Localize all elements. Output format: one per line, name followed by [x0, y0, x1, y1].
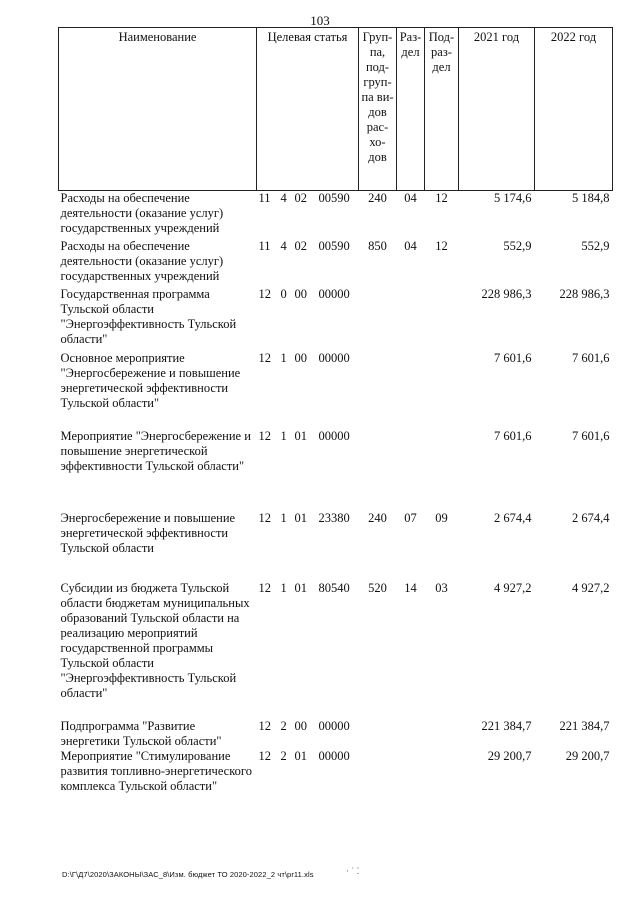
row-2021: 7 601,6: [494, 350, 532, 365]
target-article-part: 1: [280, 580, 287, 595]
row-group: 520: [368, 580, 387, 595]
row-section: 14: [404, 580, 417, 595]
row-group: [359, 719, 397, 749]
row-group: [359, 351, 397, 429]
target-article-part: 1: [280, 510, 287, 525]
table-row: [59, 511, 613, 581]
row-target-article: [257, 511, 359, 581]
row-target-article: [257, 581, 359, 719]
target-article-part: 00000: [318, 286, 350, 301]
target-article-part: 00: [294, 286, 307, 301]
target-article-part: 11: [258, 238, 271, 253]
table-row: [59, 191, 613, 239]
row-section: [397, 287, 425, 351]
target-article-part: 2: [280, 718, 287, 733]
row-2021: 5 174,6: [494, 191, 532, 205]
row-subsection: 09: [435, 510, 448, 525]
row-2022: 2 674,4: [572, 510, 610, 525]
row-subsection: [425, 429, 459, 511]
target-article-part: 80540: [318, 580, 350, 595]
target-article-part: 00000: [318, 350, 350, 365]
row-target-article: [257, 239, 359, 287]
row-subsection: [425, 351, 459, 429]
budget-table: [58, 27, 613, 819]
row-section: [397, 719, 425, 749]
row-target-article: [257, 191, 359, 239]
table-body: [59, 191, 613, 819]
row-target-article: [257, 719, 359, 749]
header-target: Целевая статья: [257, 28, 359, 191]
table-row: [59, 351, 613, 429]
row-name: Мероприятие "Энергосбережение и повышение энергетической эффективности Тульской области": [60, 428, 251, 473]
target-article-part: 00000: [318, 718, 350, 733]
row-2022: 552,9: [581, 238, 610, 253]
row-name: Энергосбережение и повышение энергетической эффективности Тульской области: [60, 510, 236, 555]
row-subsection: [425, 287, 459, 351]
row-name: Субсидии из бюджета Тульской области бюджетам муниципальных образований Тульской области на реализацию мероприятий государственной программы Тульской области "Энергоэффективность Тульской области": [60, 580, 250, 700]
target-article-part: 4: [280, 238, 287, 253]
table-row: [59, 719, 613, 749]
row-section: 04: [404, 238, 417, 253]
row-name: Государственная программа Тульской области "Энергоэффективность Тульской области": [60, 286, 237, 346]
table-row: [59, 749, 613, 819]
row-subsection: 12: [435, 191, 448, 205]
target-article-part: 12: [258, 510, 271, 525]
header-section: Раз-дел: [397, 28, 425, 191]
scan-artifact: · ˙ ⁚: [346, 866, 360, 876]
target-article-part: 12: [258, 350, 271, 365]
header-2021: 2021 год: [459, 28, 535, 191]
target-article-part: 12: [258, 286, 271, 301]
row-2021: 7 601,6: [494, 428, 532, 443]
row-section: [397, 429, 425, 511]
target-article-part: 12: [258, 580, 271, 595]
row-2021: 4 927,2: [494, 580, 532, 595]
row-section: 07: [404, 510, 417, 525]
target-article-part: 1: [280, 350, 287, 365]
row-group: [359, 287, 397, 351]
row-2021: 221 384,7: [481, 718, 532, 733]
target-article-part: 23380: [318, 510, 350, 525]
target-article-part: 00590: [318, 238, 350, 253]
header-name: Наименование: [59, 28, 257, 191]
row-2022: 7 601,6: [572, 350, 610, 365]
row-subsection: 03: [435, 580, 448, 595]
target-article-part: 00: [294, 718, 307, 733]
row-2021: 29 200,7: [487, 748, 532, 763]
target-article-part: 12: [258, 718, 271, 733]
row-2021: 228 986,3: [481, 286, 532, 301]
target-article-part: 02: [294, 191, 307, 205]
target-article-part: 11: [258, 191, 271, 205]
row-name: Основное мероприятие "Энергосбережение и повышение энергетической эффективности Тульской области": [60, 350, 241, 410]
target-article-part: 01: [294, 428, 307, 443]
row-subsection: [425, 749, 459, 819]
row-target-article: [257, 287, 359, 351]
target-article-part: 00000: [318, 748, 350, 763]
row-group: [359, 749, 397, 819]
table-row: [59, 429, 613, 511]
target-article-part: 1: [280, 428, 287, 443]
row-group: 240: [368, 510, 387, 525]
row-2021: 2 674,4: [494, 510, 532, 525]
row-2022: 4 927,2: [572, 580, 610, 595]
row-subsection: 12: [435, 238, 448, 253]
row-subsection: [425, 719, 459, 749]
row-group: [359, 429, 397, 511]
target-article-part: 12: [258, 428, 271, 443]
table-row: [59, 581, 613, 719]
row-group: 240: [368, 191, 387, 205]
target-article-part: 12: [258, 748, 271, 763]
row-name: Подпрограмма "Развитие энергетики Тульской области": [60, 718, 222, 748]
row-target-article: [257, 429, 359, 511]
table-row: [59, 239, 613, 287]
row-2022: 221 384,7: [559, 718, 610, 733]
row-2021: 552,9: [503, 238, 532, 253]
target-article-part: 00: [294, 350, 307, 365]
header-group: Груп-па, под-груп-па ви-дов рас-хо-дов: [359, 28, 397, 191]
target-article-part: 00000: [318, 428, 350, 443]
row-2022: 29 200,7: [565, 748, 610, 763]
target-article-part: 02: [294, 238, 307, 253]
row-target-article: [257, 351, 359, 429]
file-path-footer: D:\Г\Д7\2020\ЗАКОНЫ\ЗАС_8\Изм. бюджет ТО 2020-2022_2 чт\pr11.xls: [62, 870, 314, 879]
row-target-article: [257, 749, 359, 819]
target-article-part: 00590: [318, 191, 350, 205]
row-section: 04: [404, 191, 417, 205]
row-name: Расходы на обеспечение деятельности (оказание услуг) государственных учреждений: [60, 238, 224, 283]
target-article-part: 2: [280, 748, 287, 763]
row-name: Мероприятие "Стимулирование развития топливно-энергетического комплекса Тульской области": [60, 748, 252, 793]
table-row: [59, 287, 613, 351]
page-number: 103: [310, 13, 330, 28]
target-article-part: 0: [280, 286, 287, 301]
target-article-part: 01: [294, 580, 307, 595]
row-section: [397, 351, 425, 429]
header-subsection: Под-раз-дел: [425, 28, 459, 191]
row-section: [397, 749, 425, 819]
target-article-part: 4: [280, 191, 287, 205]
row-group: 850: [368, 238, 387, 253]
row-name: Расходы на обеспечение деятельности (оказание услуг) государственных учреждений: [60, 191, 224, 235]
row-2022: 228 986,3: [559, 286, 610, 301]
target-article-part: 01: [294, 510, 307, 525]
row-2022: 7 601,6: [572, 428, 610, 443]
target-article-part: 01: [294, 748, 307, 763]
row-2022: 5 184,8: [572, 191, 610, 205]
table-header-row: [59, 28, 613, 191]
header-2022: 2022 год: [535, 28, 613, 191]
